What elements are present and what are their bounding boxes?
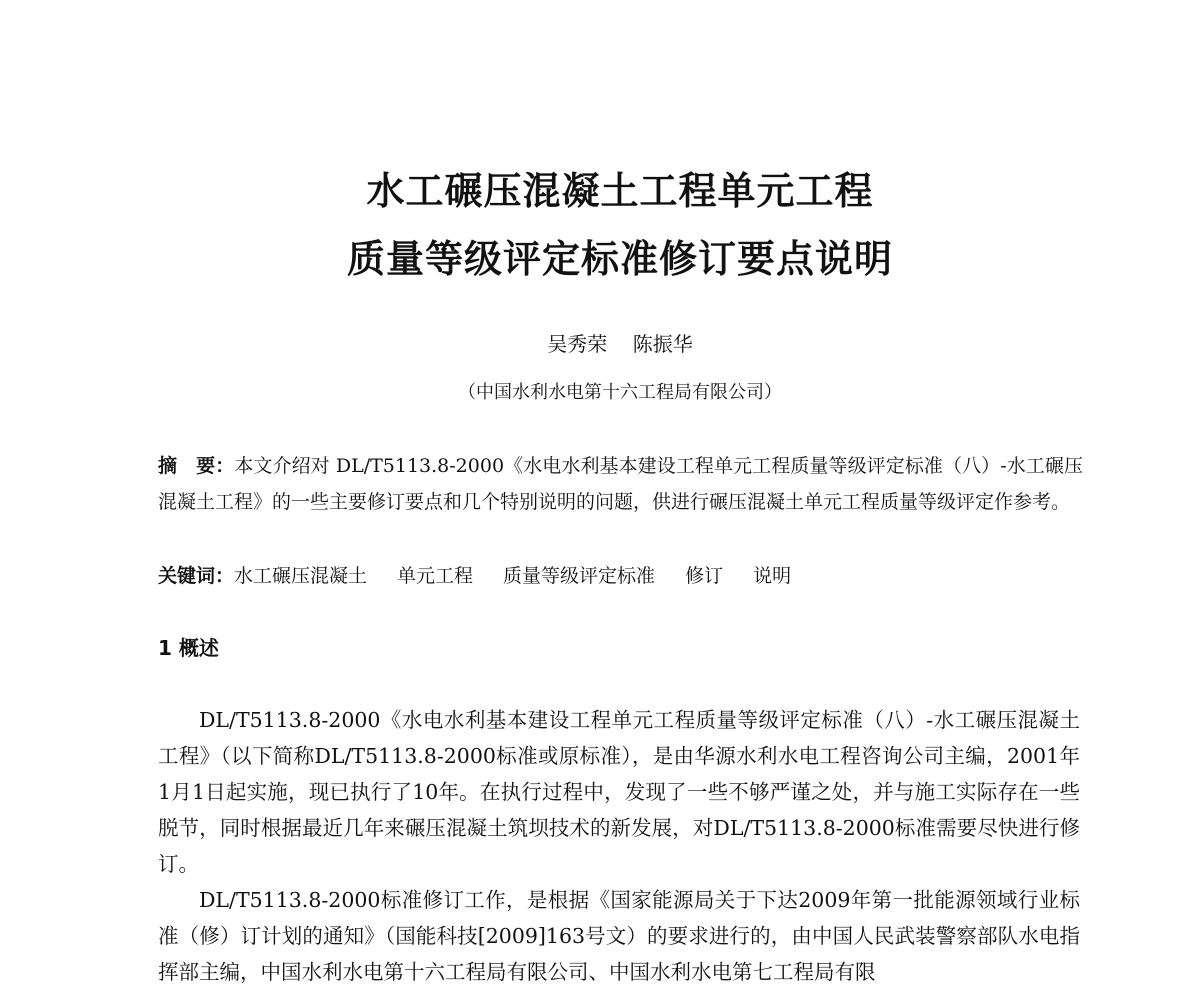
section-body <box>158 702 1080 990</box>
authors: 吴秀荣 陈振华 <box>547 332 693 356</box>
keyword-item: 单元工程 <box>397 565 474 587</box>
keywords <box>158 558 1083 594</box>
paper-title-line-1: 水工碾压混凝土工程单元工程 <box>366 168 874 213</box>
affiliation: （中国水利水电第十六工程局有限公司） <box>458 382 782 403</box>
abstract-text: 本文介绍对 DL/T5113.8-2000《水电水利基本建设工程单元工程质量等级评定标准（八）-水工碾压混凝土工程》的一些主要修订要点和几个特别说明的问题，供进行碾压混凝土单元工程质量等级评定作参考。 <box>158 455 1083 513</box>
paper-title-line-2: 质量等级评定标准修订要点说明 <box>346 236 893 281</box>
keyword-item: 修订 <box>685 565 724 587</box>
keyword-item: 质量等级评定标准 <box>503 565 656 587</box>
abstract-label: 摘 要： <box>158 455 235 477</box>
body-paragraph: DL/T5113.8-2000标准修订工作，是根据《国家能源局关于下达2009年第一批能源领域行业标准（修）订计划的通知》（国能科技[2009]163号文）的要求进行的，由中国人民武装警察部队水电指挥部主编，中国水利水电第十六工程局有限公司、中国水利水电第七工程局有限 <box>158 888 1080 984</box>
keywords-label: 关键词： <box>158 565 235 587</box>
keyword-item: 说明 <box>753 565 792 587</box>
section-heading: 1 概述 <box>158 636 219 660</box>
body-paragraph: DL/T5113.8-2000《水电水利基本建设工程单元工程质量等级评定标准（八）-水工碾压混凝土工程》（以下简称DL/T5113.8-2000标准或原标准），是由华源水利水电工程咨询公司主编，2001年1月1日起实施，现已执行了10年。在执行过程中，发现了一些不够严谨之处，并与施工实际存在一些脱节，同时根据最近几年来碾压混凝土筑坝技术的新发展，对DL/T5113.8-2000标准需要尽快进行修订。 <box>158 708 1080 876</box>
keyword-item: 水工碾压混凝土 <box>234 565 368 587</box>
abstract <box>158 448 1083 520</box>
